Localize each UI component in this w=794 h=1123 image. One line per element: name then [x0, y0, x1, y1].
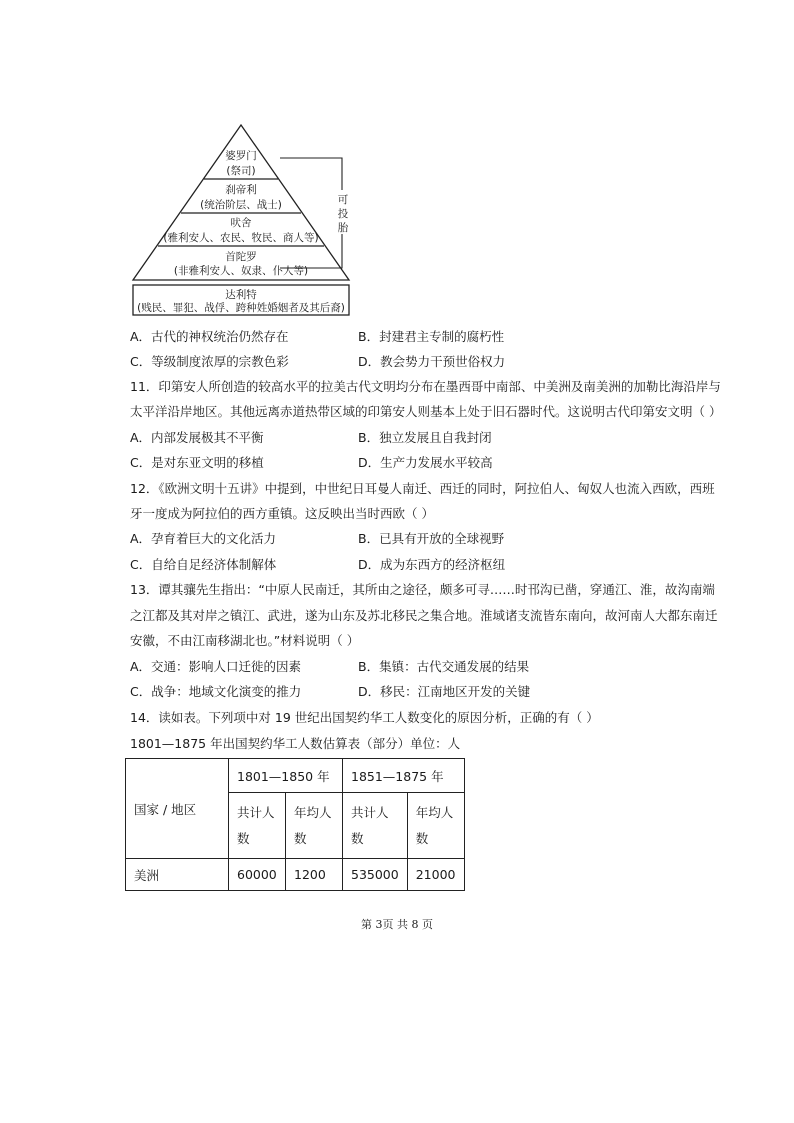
q12-option-b: B．已具有开放的全球视野 — [358, 531, 505, 546]
q12-option-c: C．自给自足经济体制解体 — [130, 557, 277, 572]
tier-1-name: 婆罗门 — [225, 150, 257, 162]
q11-option-d: D．生产力发展水平较高 — [358, 455, 493, 470]
q13-option-d: D．移民：江南地区开发的关键 — [358, 684, 531, 699]
q10-option-c: C．等级制度浓厚的宗教色彩 — [130, 354, 289, 369]
q12-option-a: A．孕育着巨大的文化活力 — [130, 531, 277, 546]
q13-option-c: C．战争：地域文化演变的推力 — [130, 684, 302, 699]
q12-stem-line-2: 牙一度成为阿拉伯的西方重镇。这反映出当时西欧（ ） — [130, 506, 434, 521]
tier-2-desc: (统治阶层、战士) — [200, 199, 282, 211]
table-title: 1801—1875 年出国契约华工人数估算表（部分）单位：人 — [130, 736, 461, 751]
p2-total-cell: 535000 — [343, 859, 408, 891]
p2-avg-cell: 21000 — [407, 859, 464, 891]
tier-3-desc: (雅利安人、农民、牧民、商人等) — [163, 232, 319, 244]
q10-option-d: D．教会势力干预世俗权力 — [358, 354, 506, 369]
q13-option-b: B．集镇：古代交通发展的结果 — [358, 659, 530, 674]
q13-stem-line-1: 13．谭其骧先生指出：“中原人民南迁，其所由之途径，颇多可寻……时邗沟已凿，穿通江、淮，故沟南端 — [130, 582, 715, 597]
q13-stem-line-2: 之江都及其对岸之镇江、武进，遂为山东及苏北移民之集合地。淮域诸支流皆东南向，故河南人大都东南迁 — [130, 608, 718, 623]
q11-stem-line-2: 太平洋沿岸地区。其他远离赤道热带区域的印第安人则基本上处于旧石器时代。这说明古代印第安文明（ ） — [130, 404, 722, 419]
emigrant-workers-table — [125, 758, 465, 891]
q13-option-a: A．交通：影响人口迁徙的因素 — [130, 659, 302, 674]
base-desc: (贱民、罪犯、战俘、跨种姓婚姻者及其后裔) — [137, 302, 345, 314]
q10-option-a: A．古代的神权统治仍然存在 — [130, 329, 289, 344]
p1-total-cell: 60000 — [229, 859, 286, 891]
tier-4-name: 首陀罗 — [225, 251, 257, 263]
q10-option-b: B．封建君主专制的腐朽性 — [358, 329, 505, 344]
tier-2-name: 刹帝利 — [225, 184, 257, 196]
q12-option-d: D．成为东西方的经济枢纽 — [358, 557, 506, 572]
period-1-header: 1801—1850 年 — [229, 759, 343, 793]
reincarnation-bracket — [280, 150, 360, 270]
q11-stem-line-1: 11．印第安人所创造的较高水平的拉美古代文明均分布在墨西哥中南部、中美洲及南美洲的加勒比海沿岸与 — [130, 379, 721, 394]
p2-avg-header: 年均人 数 — [407, 793, 464, 859]
table-row — [126, 859, 465, 891]
q14-stem: 14．读如表。下列项中对 19 世纪出国契约华工人数变化的原因分析，正确的有（ ） — [130, 710, 599, 725]
base-name: 达利特 — [225, 289, 257, 301]
side-label-1: 可 — [337, 194, 349, 206]
q11-option-b: B．独立发展且自我封闭 — [358, 430, 492, 445]
p1-total-header: 共计人 数 — [229, 793, 286, 859]
side-label-2: 投 — [337, 208, 349, 220]
q11-option-c: C．是对东亚文明的移植 — [130, 455, 264, 470]
side-label-3: 胎 — [337, 222, 349, 234]
region-cell: 美洲 — [126, 859, 229, 891]
period-2-header: 1851—1875 年 — [343, 759, 465, 793]
row-header-cell: 国家 / 地区 — [126, 759, 229, 859]
q11-option-a: A．内部发展极其不平衡 — [130, 430, 264, 445]
page-footer: 第 3页 共 8 页 — [361, 918, 433, 931]
tier-4-desc: (非雅利安人、奴隶、仆人等) — [173, 265, 309, 277]
p1-avg-header: 年均人 数 — [286, 793, 343, 859]
q12-stem-line-1: 12．《欧洲文明十五讲》中提到，中世纪日耳曼人南迁、西迁的同时，阿拉伯人、匈奴人也流入西欧，西班 — [130, 481, 715, 496]
q13-stem-line-3: 安徽，不由江南移湖北也。”材料说明（ ） — [130, 633, 360, 648]
p2-total-header: 共计人 数 — [343, 793, 408, 859]
tier-3-name: 吠舍 — [230, 217, 252, 229]
tier-1-desc: (祭司) — [226, 165, 256, 177]
p1-avg-cell: 1200 — [286, 859, 343, 891]
